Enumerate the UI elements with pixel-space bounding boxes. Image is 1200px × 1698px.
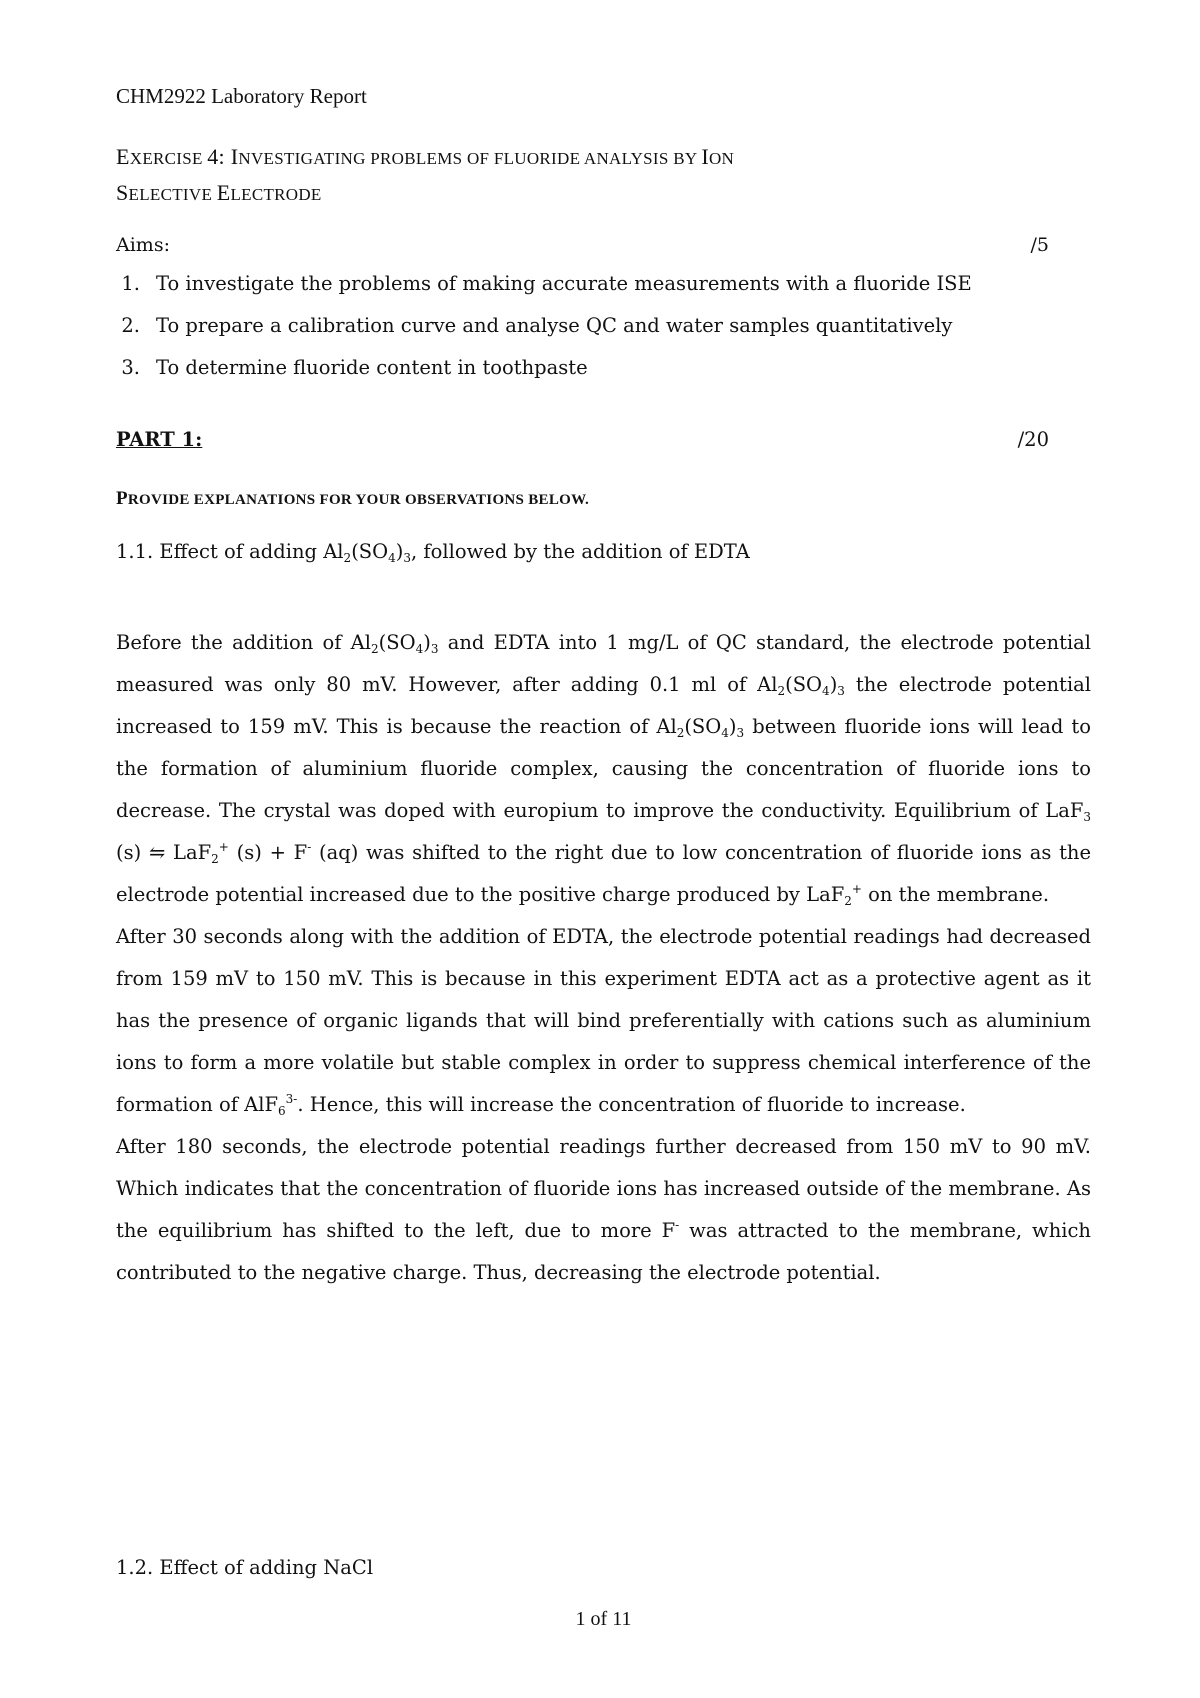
paragraph-1: Before the addition of $Al_2(SO_4)_3$ and EDTA into 1 mg/L of QC standard, the electrode potential measured was only 80 mV. However, after adding 0.1 ml of $Al_2(SO_4)_3$ the electrode potential increased to 159 mV. This is because the reaction of $Al_2(SO_4)_3$ between fluoride ions will lead to the formation of aluminium fluoride complex, causing the concentration of fluoride ions to decrease. The crystal was doped with europium to improve the conductivity. Equilibrium of LaF$_3$ (s) ⇋ LaF$_2$+ (s) + F- (aq) was shifted to the right due to low concentration of fluoride ions as the electrode potential increased due to the positive charge produced by LaF$_2$+ on the membrane. bbox=[116, 631, 1092, 908]
section-1-2-heading: 1.2. Effect of adding NaCl bbox=[116, 1556, 374, 1579]
section-1-1-body bbox=[116, 622, 1091, 1294]
page-number: 1 of 11 bbox=[575, 1608, 632, 1630]
aims-list bbox=[116, 272, 972, 398]
aims-header bbox=[116, 234, 1049, 256]
aims-marks: /5 bbox=[1030, 234, 1049, 256]
document-page bbox=[116, 0, 1091, 1698]
part1-header bbox=[116, 428, 1049, 451]
part1-instruction: PROVIDE EXPLANATIONS FOR YOUR OBSERVATIONS BELOW. bbox=[116, 488, 590, 509]
exercise-title: EXERCISE 4: INVESTIGATING PROBLEMS OF FLUORIDE ANALYSIS BY ION SELECTIVE ELECTRODE bbox=[116, 144, 735, 205]
list-item: 3. To determine fluoride content in toothpaste bbox=[121, 356, 588, 379]
list-item: 1. To investigate the problems of making accurate measurements with a fluoride ISE bbox=[121, 272, 972, 295]
paragraph-2: After 30 seconds along with the addition of EDTA, the electrode potential readings had decreased from 159 mV to 150 mV. This is because in this experiment EDTA act as a protective agent as it has the presence of organic ligands that will bind preferentially with cations such as aluminium ions to form a more volatile but stable complex in order to suppress chemical interference of the formation of AlF$_6^{3-}$. Hence, this will increase the concentration of fluoride to increase. bbox=[116, 925, 1091, 1118]
list-item: 2. To prepare a calibration curve and analyse QC and water samples quantitatively bbox=[121, 314, 953, 337]
section-1-1-heading: 1.1. Effect of adding $Al_2(SO_4)_3$, followed by the addition of EDTA bbox=[116, 540, 750, 565]
part1-marks: /20 bbox=[1017, 428, 1049, 451]
part1-label: PART 1: bbox=[116, 428, 203, 451]
report-title: CHM2922 Laboratory Report bbox=[116, 84, 367, 108]
paragraph-3: After 180 seconds, the electrode potential readings further decreased from 150 mV to 90 mV. Which indicates that the concentration of fluoride ions has increased outside of the membrane. As the equilibrium has shifted to the left, due to more F- was attracted to the membrane, which contributed to the negative charge. Thus, decreasing the electrode potential. bbox=[116, 1135, 1091, 1284]
aims-label: Aims: bbox=[116, 234, 170, 256]
